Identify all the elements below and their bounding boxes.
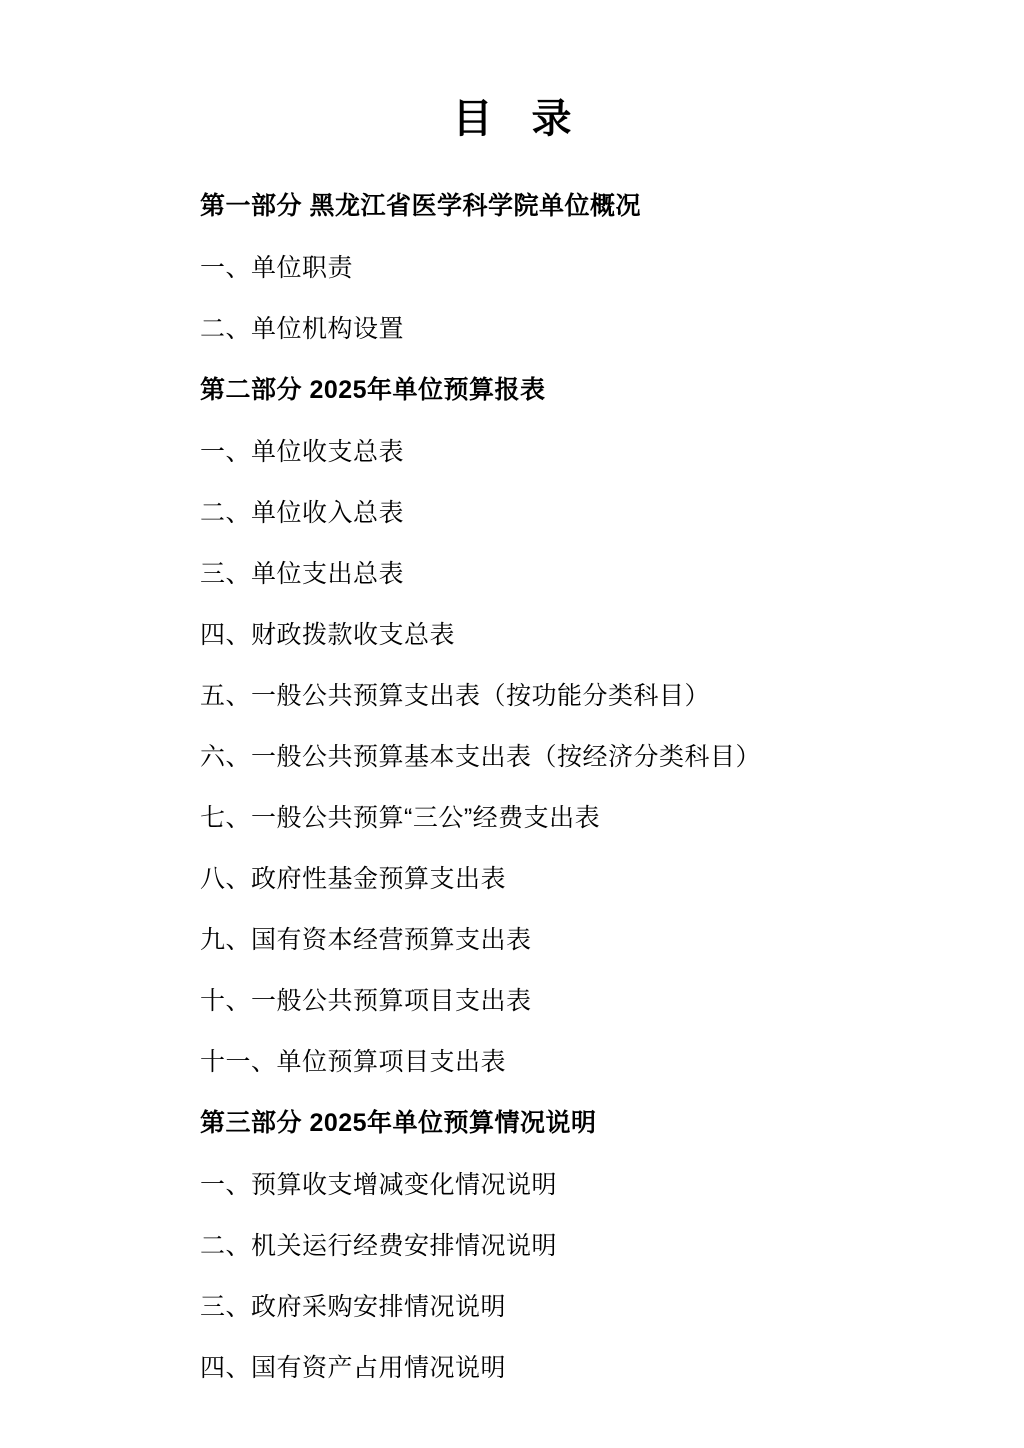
toc-entry[interactable]: 四、财政拨款收支总表	[200, 621, 456, 649]
toc-entry[interactable]: 一、单位职责	[200, 254, 354, 282]
page-title: 目 录	[452, 97, 586, 141]
toc-part-heading[interactable]: 第三部分 2025年单位预算情况说明	[200, 1109, 597, 1137]
toc-entry[interactable]: 二、单位机构设置	[200, 315, 405, 343]
toc-entry[interactable]: 三、政府采购安排情况说明	[200, 1293, 507, 1321]
toc-entry[interactable]: 三、单位支出总表	[200, 560, 405, 588]
toc-entry[interactable]: 十一、单位预算项目支出表	[200, 1048, 507, 1076]
toc-entry[interactable]: 一、单位收支总表	[200, 438, 405, 466]
toc-part-heading[interactable]: 第一部分 黑龙江省医学科学院单位概况	[200, 192, 641, 220]
toc-entry[interactable]: 四、国有资产占用情况说明	[200, 1354, 507, 1382]
toc-entry[interactable]: 六、一般公共预算基本支出表（按经济分类科目）	[200, 743, 762, 771]
toc-entry[interactable]: 七、一般公共预算“三公”经费支出表	[200, 804, 601, 832]
toc-entry[interactable]: 九、国有资本经营预算支出表	[200, 926, 532, 954]
toc-part-heading[interactable]: 第二部分 2025年单位预算报表	[200, 376, 546, 404]
toc-entry[interactable]: 二、机关运行经费安排情况说明	[200, 1232, 558, 1260]
toc-entry[interactable]: 二、单位收入总表	[200, 499, 405, 527]
table-of-contents	[200, 191, 824, 1383]
toc-entry[interactable]: 五、一般公共预算支出表（按功能分类科目）	[200, 682, 711, 710]
toc-entry[interactable]: 十、一般公共预算项目支出表	[200, 987, 532, 1015]
toc-entry[interactable]: 一、预算收支增减变化情况说明	[200, 1171, 558, 1199]
toc-entry[interactable]: 八、政府性基金预算支出表	[200, 865, 507, 893]
